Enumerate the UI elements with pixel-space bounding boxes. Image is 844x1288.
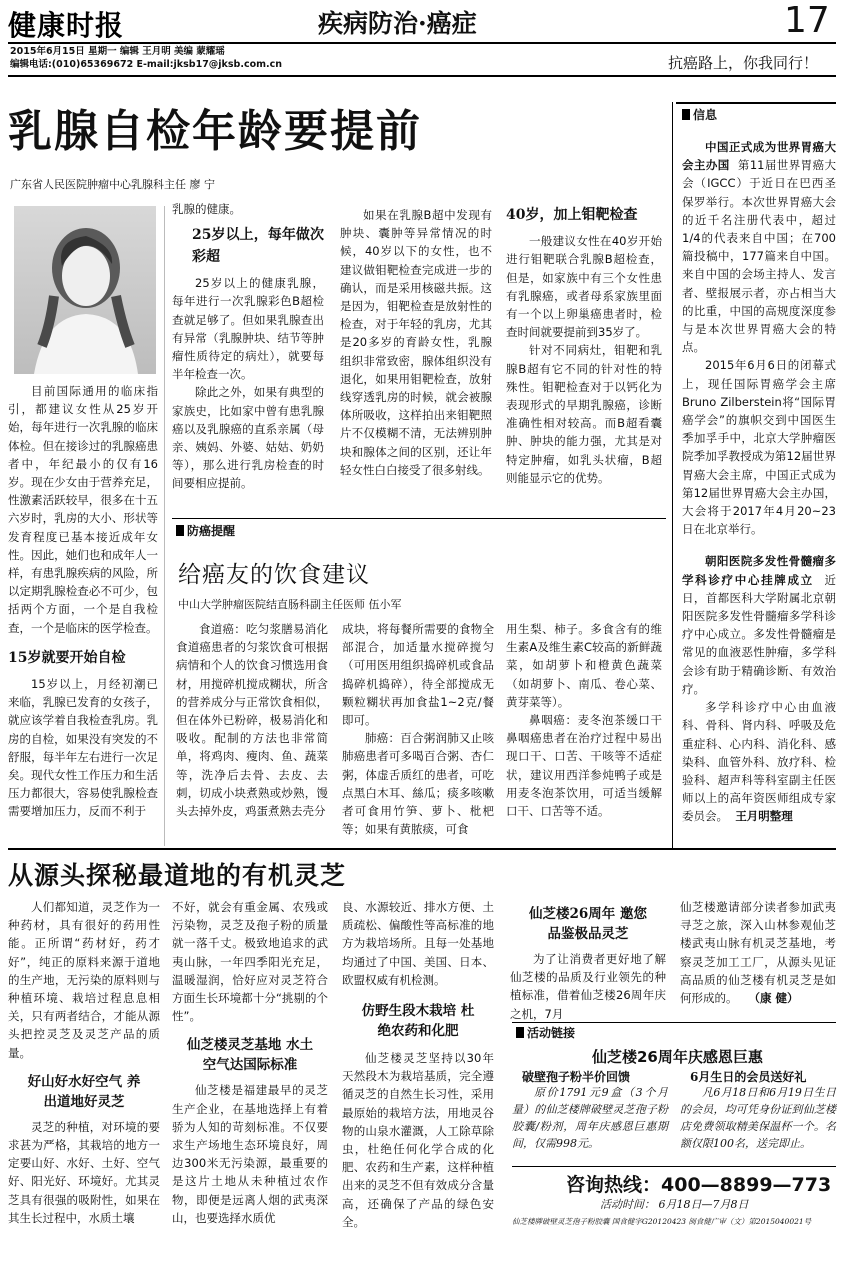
main-col4-p2: 针对不同病灶，钼靶和乳腺B超有它不同的针对性的特殊性。钼靶检查对于以钙化为表现形式的早期乳腺癌，诊断准确性相对较高。而B超看囊肿、肿块的能力强，尤其是对特定肿瘤，如乳头状瘤，B超则能显示它的优势。 [506,343,662,485]
section-title: 疾病防治·癌症 [318,9,477,38]
event-time: 活动时间： 6月18日—7月8日 [600,1198,749,1211]
portrait-graphic [14,206,156,374]
lingzhi-c2-sub: 仙芝楼灵芝基地 水土空气达国际标准 [186,1037,314,1074]
lingzhi-c5-p1: 仙芝楼邀请部分读者参加武夷寻芝之旅，深入山林参观仙芝楼武夷山脉有机灵芝基地，考察灵芝加工工厂，从源头见证高品质的仙芝楼有机灵芝是如何形成的。 [680,900,836,1006]
news-item1-body: 第11届世界胃癌大会（IGCC）于近日在巴西圣保罗举行。本次世界胃癌大会的近千名注册代表中，超过1/4的代表来自中国；在700篇投稿中，177篇来自中国。来自中国的会场主持人、发言者、壁报展示者，亦占相当大的比重，中国的高规度深度参与是本次世界胃癌大会的特点。 [682,158,837,355]
article-title: 乳腺自检年龄要提前 [8,106,422,157]
subhead-40: 40岁，加上钼靶检查 [506,207,638,223]
lingzhi-c2-p1: 不好，就会有重金属、农残或污染物，灵芝及孢子粉的质量就一落千丈。极致地追求的武夷山脉，一年四季阳光充足，温暖湿润，恰好应对灵芝符合方面生长环境都十分“挑剔的个性”。 [172,900,328,1024]
lingzhi-c2-p2: 仙芝楼是福建最早的灵芝生产企业，在基地选择上有着骄为人知的苛刻标准。不仅要求生产场地生态环境良好，周边300米无污染源，最重要的是这片土地从未种植过农作物，即便是远离人烟的武夷深山，也要选择水质优 [172,1083,328,1225]
lingzhi-c3-sub: 仿野生段木栽培 杜绝农药和化肥 [361,1003,475,1040]
main-col-4 [506,206,662,487]
lingzhi-c3-p1: 良、水源较近、排水方便、土质疏松、偏酸性等高标准的地方为栽培场所。且每一处基地均通过了中国、美国、日本、欧盟权威有机检测。 [342,900,494,987]
lingzhi-c1-p1: 人们都知道，灵芝作为一种药材，具有很好的药用性能。正所谓“药材好，药才好”，纯正的原料来源于道地的生产地，无污染的原料则与种植环境、栽培过程息息相关，只有两者结合，才能从源头把控灵芝及灵芝产品的质量。 [8,900,160,1060]
advice-title: 给癌友的饮食建议 [178,562,370,588]
lingzhi-top-rule [8,848,836,850]
event-label [516,1024,575,1041]
page-number: 17 [784,0,830,41]
advice-label-text: 防癌提醒 [187,524,236,538]
event-bullet-icon [516,1027,524,1038]
main-col4-p1: 一般建议女性在40岁开始进行钼靶联合乳腺B超检查，但是，如家族中有三个女性患有乳腺癌，或者母系家族里面有一个以上卵巢癌患者时，检查时间就要提前到35岁了。 [506,234,662,340]
lingzhi-col-1 [8,898,160,1227]
lingzhi-c4-title: 仙芝楼26周年 邀您品鉴极品灵芝 [529,906,647,942]
author-photo [14,206,156,374]
lingzhi-c1-sub: 好山好水好空气 养出道地好灵芝 [27,1073,141,1110]
lingzhi-col-4 [510,900,666,1023]
header-rule-top [8,42,836,44]
advice-col-1 [176,620,328,820]
subhead-25: 25岁以上，每年做次彩超 [192,227,324,266]
news-item1-body2: 2015年6月6日的闭幕式上，现任国际胃癌学会主席Bruno Zilberstein将“国际胃癌学会”的旗帜交到中国医生季加孚手中，北京大学肿瘤医院季加孚教授成为第12届世界胃癌大会主席，中国正式成为第12届世界胃癌大会主办国，大会将于2017年4月20~23日在北京举行。 [682,358,836,537]
event-sub2-body [680,1084,836,1152]
advice-author: 中山大学肿瘤医院结直肠科副主任医师 伍小军 [178,598,402,611]
news-bullet-icon [682,109,690,120]
news-item2-sign: 王月明整理 [735,809,793,824]
news-item2-body: 近日，首都医科大学附属北京朝阳医院多发性骨髓瘤多学科诊疗中心成立。多发性骨髓瘤是常见的血液恶性肿瘤，多学科会诊有助于精确诊断、有效治疗。 [682,572,837,696]
news-item1-title: 中国正式成为世界胃癌大会主办国 [682,140,836,173]
lingzhi-c1-p2: 灵芝的种植，对环境的要求甚为严格，其栽培的地方一定要山好、水好、土好、空气好、阳光好、环境好。尤其灵芝具有很强的吸附性，如果在其生长过程中，水质土壤 [8,1119,160,1225]
advice-c2b: 肺癌：百合粥润肺又止咳 肺癌患者可多喝百合粥、杏仁粥，体虚舌质红的患者，可吃点黑白木耳、絲瓜；痰多咳嗽者可食用竹笋、萝卜、枇杷等；如果有黄脓痰，可食 [342,731,494,837]
main-col1-p1: 目前国际通用的临床指引，都建议女性从25岁开始，每年进行一次乳腺的临床体检。但在接诊过的乳腺癌患者中，年纪最小的仅有16岁。现在少女由于营养充足，性激素活跃较早，很多在十五六岁时，乳房的大小、形状等发育程度已基本接近成年女性。因此，她们也和成年人一样，有患乳腺疾病的风险，所以定期乳腺检查必不可少，包括两个方面，一个是自我检查，一个是临床的医学检查。 [8,384,158,635]
main-col2-p2: 除此之外，如果有典型的家族史，比如家中曾有患乳腺癌以及乳腺癌的直系亲属（母亲、姨妈、外婆、姑姑、奶奶等），那么进行乳房检查的时间要相应提前。 [172,385,324,491]
news-item2-body2-text: 多学科诊疗中心由血液科、骨科、肾内科、呼吸及危重症科、心内科、消化科、感染科、血管外科、放疗科、检验科、超声科等科室副主任医师以上的高年资医师组成专家委员会。 [682,700,836,824]
slogan: 抗癌路上，你我同行！ [668,54,819,72]
event-sub1: 破壁孢子粉半价回馈 [522,1070,631,1084]
logo-text: 健康时报 [8,9,125,42]
lingzhi-c3-p2: 仙芝楼灵芝坚持以30年天然段木为栽培基质，完全遵循灵芝的自然生长习性，采用最原始的栽培方法，用地灵谷物的山泉水灌溉，人工除草除虫，杜绝任何化学合成的化肥、农药和生产素，这样种植出来的灵芝不但有效成分含量高，还确保了产品的绿色安全。 [342,1051,494,1229]
sidebar-top-rule [676,102,836,104]
main-col2-p1: 25岁以上的健康乳腺，每年进行一次乳腺彩色B超检查就足够了。但如果乳腺查出有异常（乳腺肿块、结节等肿瘤性质待定的病灶），就要每半年检查一次。 [172,276,324,382]
event-footnote: 仙芝楼牌破壁灵芝孢子粉胶囊 国食健字G20120423 闽食健广审（文）第2015040021号 [512,1217,812,1226]
sidebar-divider [672,102,673,850]
lingzhi-c4-p1: 为了让消费者更好地了解仙芝楼的品质及行业领先的种植标准，借着仙芝楼26周年庆之机，7月 [510,952,666,1021]
advice-bullet-icon [176,525,184,536]
article-author: 广东省人民医院肿瘤中心乳腺科主任 廖 宁 [10,178,215,191]
main-col-2 [172,200,324,493]
subhead-15: 15岁就要开始自检 [8,649,126,666]
event-sub1-body [512,1084,668,1152]
hotline-rule-top [512,1166,836,1167]
advice-col-3 [506,620,662,820]
news-item1 [682,138,836,356]
date-line: 2015年6月15日 星期一 编辑 王月明 美编 蒙耀瑶 [10,46,225,57]
main-col2-p0: 乳腺的健康。 [172,202,241,216]
advice-c3: 用生梨、柿子。多食含有的维生素A及维生素C较高的新鲜蔬菜，如胡萝卜和橙黄色蔬菜（如胡萝卜、南瓜、卷心菜、黄芽菜等）。 [506,622,662,709]
advice-c3b: 鼻咽癌：麦冬泡茶缓口干 鼻咽癌患者在治疗过程中易出现口干、口苦、干咳等不适症状，建议用西洋参炖鸭子或是用麦冬泡茶饮用，可适当缓解口干、口苦等不适。 [506,713,662,819]
main-col3-p1: 如果在乳腺B超中发现有肿块、囊肿等异常情况的时候，40岁以下的女性，也不建议做钼靶检查完成进一步的确认，而是采用核磁共振。这是因为，钼靶检查是放射性的检查，对于年轻的乳房，尤其是20多岁的育龄女性，乳腺组织非常致密，腺体组织没有退化，如果用钼靶检查，放射线穿透乳房的时候，就会被腺体所吸收，这样拍出来钼靶照片不仅模糊不清，无法辨别肿块和腺体之间的区别，还让年轻女性白白接受了很多射线。 [340,208,492,477]
event-top-rule [512,1022,836,1023]
advice-col-2 [342,620,494,838]
news-item2-body2 [682,698,836,825]
lingzhi-col-3 [342,898,494,1231]
masthead-logo [8,4,168,40]
advice-top-rule [172,518,666,519]
news-column [682,138,836,826]
main-col-3 [340,206,492,479]
lingzhi-col-5 [680,898,836,1007]
news-label-text: 信息 [693,108,718,122]
event-label-text: 活动链接 [527,1026,576,1040]
news-label [682,106,717,123]
lingzhi-title: 从源头探秘最道地的有机灵芝 [8,861,347,890]
header-rule-bottom [8,75,836,77]
news-item2-title: 朝阳医院多发性骨髓瘤多学科诊疗中心挂牌成立 [682,554,836,587]
event-sub1-body-text: 原价1791元9盒（3个月量）的仙芝楼牌破壁灵芝孢子粉胶囊/粉剂，周年庆感恩巨惠期间，仅需998元。 [512,1086,668,1150]
event-sub2-body-text: 凡6月18日和6月19日生日的会员，均可凭身份证到仙芝楼店免费领取精美保温杯一个。名额仅限100名，送完即止。 [680,1086,836,1150]
lingzhi-col-2 [172,898,328,1227]
main-col-1 [8,382,158,821]
contact-line: 编辑电话:(010)65369672 E-mail:jksb17@jksb.com.cn [10,59,283,70]
event-sub2: 6月生日的会员送好礼 [690,1070,807,1084]
event-title: 仙芝楼26周年庆感恩巨惠 [592,1048,763,1066]
lingzhi-c5-sign: （康 健） [748,991,799,1006]
hotline: 咨询热线：400—8899—773 [566,1174,832,1196]
advice-c2: 成块，将每餐所需要的食物全部混合，加适量水搅碎搅匀（可用医用组织捣碎机或食品捣碎机捣碎），待全部搅成无颗粒糊状再加食盐1~2克/餐即可。 [342,622,494,728]
advice-label [176,522,235,539]
advice-c1: 食道癌：吃匀浆膳易消化 食道癌患者的匀浆饮食可根据病情和个人的饮食习惯选用食材，用搅碎机搅成糊状，所含的营养成分与正常饮食相似，但在体外已粉碎，极易消化和吸收。配制的方法也非常简单，将鸡肉、瘦肉、鱼、蔬菜等，洗净后去骨、去皮、去刺，切成小块煮熟或炒熟，馒头去掉外皮，鸡蛋煮熟去壳分 [176,622,328,819]
main-col1-p2: 15岁以上，月经初潮已来临，乳腺已发育的女孩子，就应该学着自我检查乳房。乳房的自检，如果没有突发的不舒服，每半年左右进行一次足矣。现代女性工作压力和生活压力都很大，容易使乳腺检查需要增加压力，反而不利于 [8,677,158,819]
news-item2 [682,552,836,698]
lingzhi-c5 [680,898,836,1007]
col-divider [164,206,165,846]
